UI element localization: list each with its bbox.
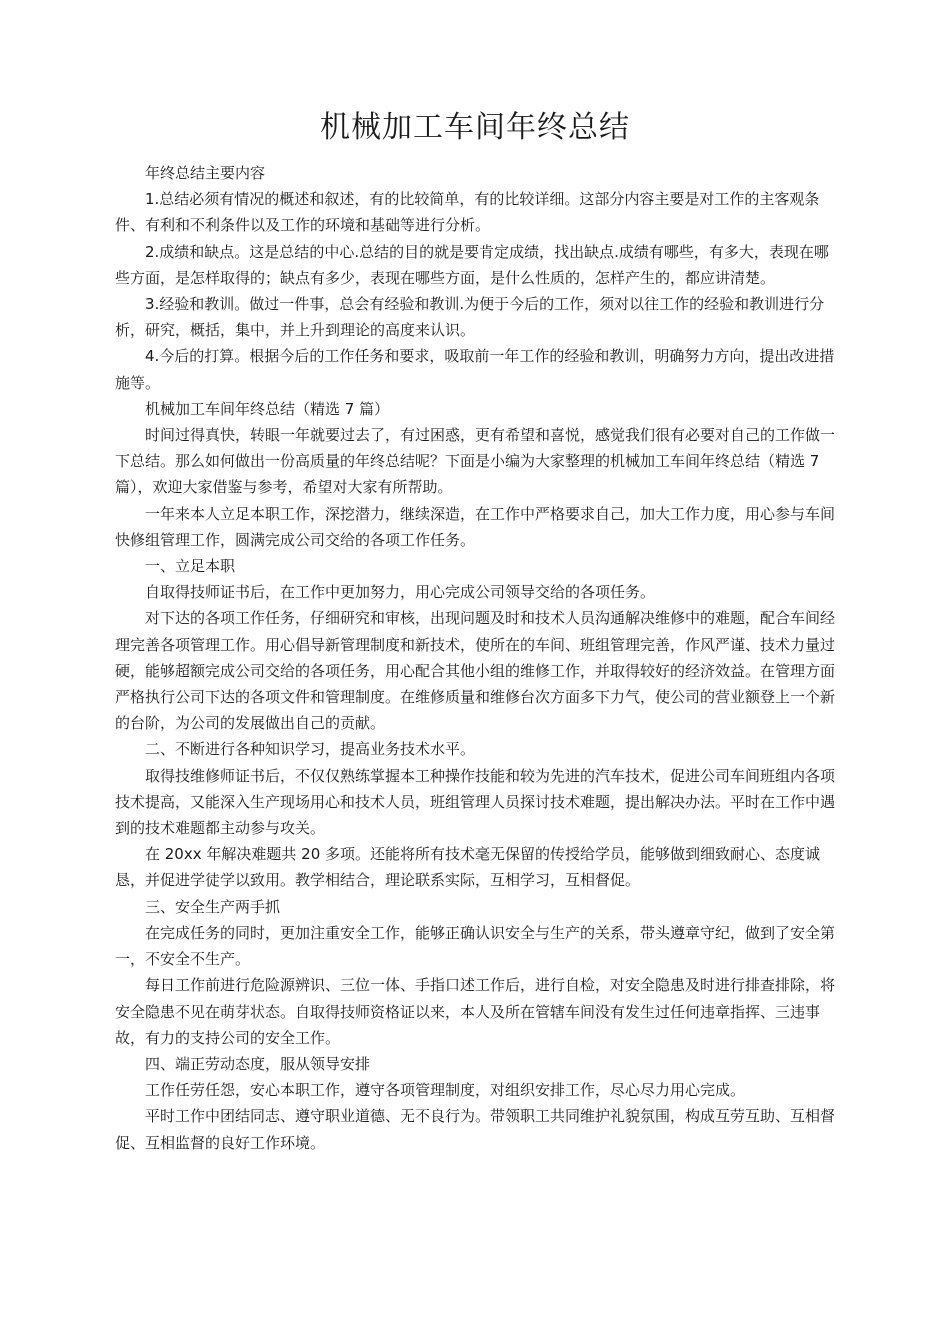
paragraph: 2.成绩和缺点。这是总结的中心.总结的目的就是要肯定成绩，找出缺点.成绩有哪些，有多大，表现在哪些方面，是怎样取得的；缺点有多少，表现在哪些方面，是什么性质的，怎样产生的，都应讲清楚。 (115, 242, 829, 287)
section-heading: 二、不断进行各种知识学习，提高业务技术水平。 (145, 740, 476, 759)
paragraph: 每日工作前进行危险源辨识、三位一体、手指口述工作后，进行自检，对安全隐患及时进行排查排除，将安全隐患不见在萌芽状态。自取得技师资格证以来，本人及所在管辖车间没有发生过任何违章指挥、三违事故，有力的支持公司的安全工作。 (115, 976, 836, 1047)
paragraph: 工作任劳任怨，安心本职工作，遵守各项管理制度，对组织安排工作，尽心尽力用心完成。 (145, 1081, 746, 1100)
section-heading: 四、端正劳动态度，服从领导安排 (145, 1054, 371, 1073)
paragraph: 在 20xx 年解决难题共 20 多项。还能将所有技术毫无保留的传授给学员，能够做到细致耐心、态度诚恳，并促进学徒学以致用。教学相结合，理论联系实际，互相学习，互相督促。 (115, 845, 821, 890)
section-heading: 一、立足本职 (145, 557, 236, 576)
paragraph: 时间过得真快，转眼一年就要过去了，有过困惑，更有希望和喜悦，感觉我们很有必要对自己的工作做一下总结。那么如何做出一份高质量的年终总结呢？下面是小编为大家整理的机械加工车间年终总结（精选 7 篇），欢迎大家借鉴与参考，希望对大家有所帮助。 (115, 426, 836, 497)
section-heading: 机械加工车间年终总结（精选 7 篇） (145, 399, 390, 418)
paragraph: 平时工作中团结同志、遵守职业道德、无不良行为。带领职工共同维护礼貌氛围，构成互劳互助、互相督促、互相监督的良好工作环境。 (115, 1107, 836, 1152)
paragraph: 一年来本人立足本职工作，深挖潜力，继续深造，在工作中严格要求自己，加大工作力度，用心参与车间快修组管理工作，圆满完成公司交给的各项工作任务。 (115, 504, 836, 549)
paragraph: 自取得技师证书后，在工作中更加努力，用心完成公司领导交给的各项任务。 (145, 583, 656, 602)
document-body (115, 160, 835, 1156)
paragraph: 4.今后的打算。根据今后的工作任务和要求，吸取前一年工作的经验和教训，明确努力方向，提出改进措施等。 (115, 347, 835, 392)
section-heading: 三、安全生产两手抓 (145, 897, 281, 916)
page-title: 机械加工车间年终总结 (320, 110, 630, 146)
paragraph: 取得技维修师证书后，不仅仅熟练掌握本工种操作技能和较为先进的汽车技术，促进公司车间班组内各项技术提高，又能深入生产现场用心和技术人员，班组管理人员探讨技术难题，提出解决办法。平时在工作中遇到的技术难题都主动参与攻关。 (115, 766, 836, 838)
paragraph: 1.总结必须有情况的概述和叙述，有的比较简单，有的比较详细。这部分内容主要是对工作的主客观条件、有利和不利条件以及工作的环境和基础等进行分析。 (115, 190, 820, 235)
paragraph: 对下达的各项工作任务，仔细研究和审核，出现问题及时和技术人员沟通解决维修中的难题，配合车间经理完善各项管理工作。用心倡导新管理制度和新技术，使所在的车间、班组管理完善，作风严谨、技术力量过硬，能够超额完成公司交给的各项任务，用心配合其他小组的维修工作，并取得较好的经济效益。在管理方面严格执行公司下达的各项文件和管理制度。在维修质量和维修台次方面多下力气，使公司的营业额登上一个新的台阶，为公司的发展做出自己的贡献。 (115, 609, 836, 733)
paragraph: 在完成任务的同时，更加注重安全工作，能够正确认识安全与生产的关系，带头遵章守纪，做到了安全第一，不安全不生产。 (115, 923, 836, 969)
paragraph: 3.经验和教训。做过一件事，总会有经验和教训.为便于今后的工作，须对以往工作的经验和教训进行分析，研究，概括，集中，并上升到理论的高度来认识。 (115, 295, 825, 340)
paragraph: 年终总结主要内容 (145, 164, 266, 182)
